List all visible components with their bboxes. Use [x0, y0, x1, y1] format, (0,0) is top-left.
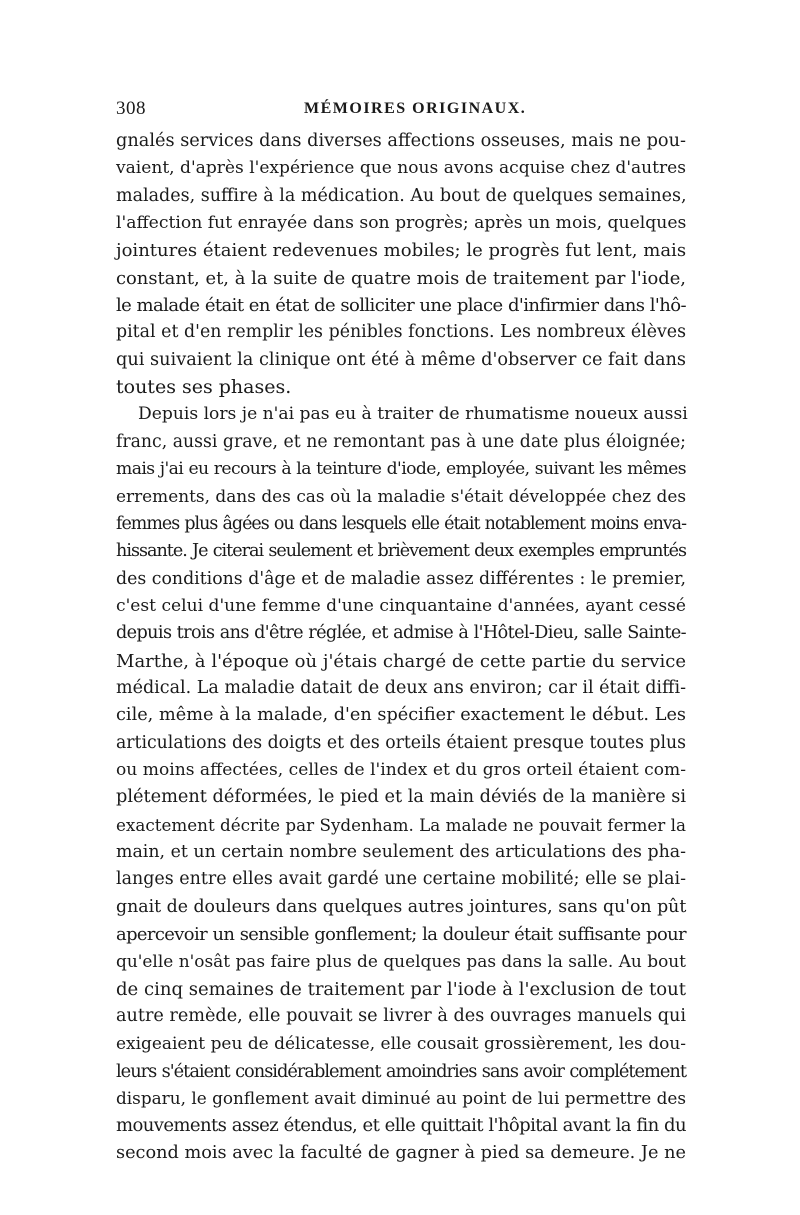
text-line: c'est celui d'une femme d'une cinquantaine d'années, ayant cessé	[116, 595, 686, 616]
text-line: autre remède, elle pouvait se livrer à des ouvrages manuels qui	[116, 1006, 686, 1026]
text-line: exactement décrite par Sydenham. La malade ne pouvait fermer la	[116, 814, 686, 835]
text-line: mouvements assez étendus, et elle quittait l'hôpital avant la fin du	[116, 1115, 686, 1137]
text-line: des conditions d'âge et de maladie assez différentes : le premier,	[116, 568, 686, 589]
text-line: depuis trois ans d'être réglée, et admise à l'Hôtel-Dieu, salle Sainte-	[116, 623, 686, 644]
text-line: ou moins affectées, celles de l'index et du gros orteil étaient com-	[116, 759, 686, 780]
text-line: main, et un certain nombre seulement des articulations des pha-	[116, 841, 686, 862]
text-line: langes entre elles avait gardé une certaine mobilité; elle se plai-	[116, 869, 686, 890]
text-line: mais j'ai eu recours à la teinture d'iode, employée, suivant les mêmes	[116, 459, 686, 480]
page-number: 308	[116, 98, 146, 119]
text-line: second mois avec la faculté de gagner à pied sa demeure. Je ne	[116, 1142, 686, 1163]
paragraph-end-line: toutes ses phases.	[116, 376, 292, 399]
text-line: jointures étaient redevenues mobiles; le progrès fut lent, mais	[116, 240, 687, 262]
text-line: Marthe, à l'époque où j'étais chargé de cette partie du service	[116, 650, 686, 672]
text-line: apercevoir un sensible gonflement; la douleur était suffisante pour	[116, 923, 686, 945]
text-line: errements, dans des cas où la maladie s'était développée chez des	[116, 486, 686, 507]
text-line: le malade était en état de solliciter une place d'infirmier dans l'hô-	[116, 295, 686, 317]
text-line: cile, même à la malade, d'en spécifier exactement le début. Les	[116, 705, 686, 726]
text-line: constant, et, à la suite de quatre mois de traitement par l'iode,	[116, 267, 686, 289]
text-line: qui suivaient la clinique ont été à même d'observer ce fait dans	[116, 349, 687, 370]
text-line: médical. La maladie datait de deux ans environ; car il était diffi-	[116, 677, 686, 698]
text-line: de cinq semaines de traitement par l'iode à l'exclusion de tout	[116, 978, 686, 1000]
text-line: franc, aussi grave, et ne remontant pas à une date plus éloignée;	[116, 431, 686, 452]
text-line: plétement déformées, le pied et la main déviés de la manière si	[116, 787, 686, 808]
paragraph-start-line: Depuis lors je n'ai pas eu à traiter de rhumatisme noueux aussi	[138, 404, 688, 425]
text-line: vaient, d'après l'expérience que nous avons acquise chez d'autres	[116, 158, 686, 179]
text-line: disparu, le gonflement avait diminué au point de lui permettre des	[116, 1088, 686, 1109]
text-line: articulations des doigts et des orteils étaient presque toutes plus	[116, 732, 686, 753]
running-title: MÉMOIRES ORIGINAUX.	[304, 100, 527, 117]
text-line: l'affection fut enrayée dans son progrès; après un mois, quelques	[116, 213, 687, 234]
text-line: hissante. Je citerai seulement et brièvement deux exemples empruntés	[116, 541, 686, 562]
running-head	[116, 98, 690, 120]
text-line: gnalés services dans diverses affections osseuses, mais ne pou-	[116, 131, 686, 151]
text-line: pital et d'en remplir les pénibles fonctions. Les nombreux élèves	[116, 322, 686, 343]
text-line: qu'elle n'osât pas faire plus de quelques pas dans la salle. Au bout	[116, 951, 686, 972]
text-line: exigeaient peu de délicatesse, elle cousait grossièrement, les dou-	[116, 1033, 686, 1054]
body-text	[116, 128, 686, 1167]
text-line: leurs s'étaient considérablement amoindries sans avoir complétement	[116, 1060, 686, 1082]
text-line: gnait de douleurs dans quelques autres jointures, sans qu'on pût	[116, 896, 687, 917]
text-line: femmes plus âgées ou dans lesquels elle était notablement moins enva-	[116, 513, 686, 534]
text-line: malades, suffire à la médication. Au bout de quelques semaines,	[116, 185, 687, 206]
